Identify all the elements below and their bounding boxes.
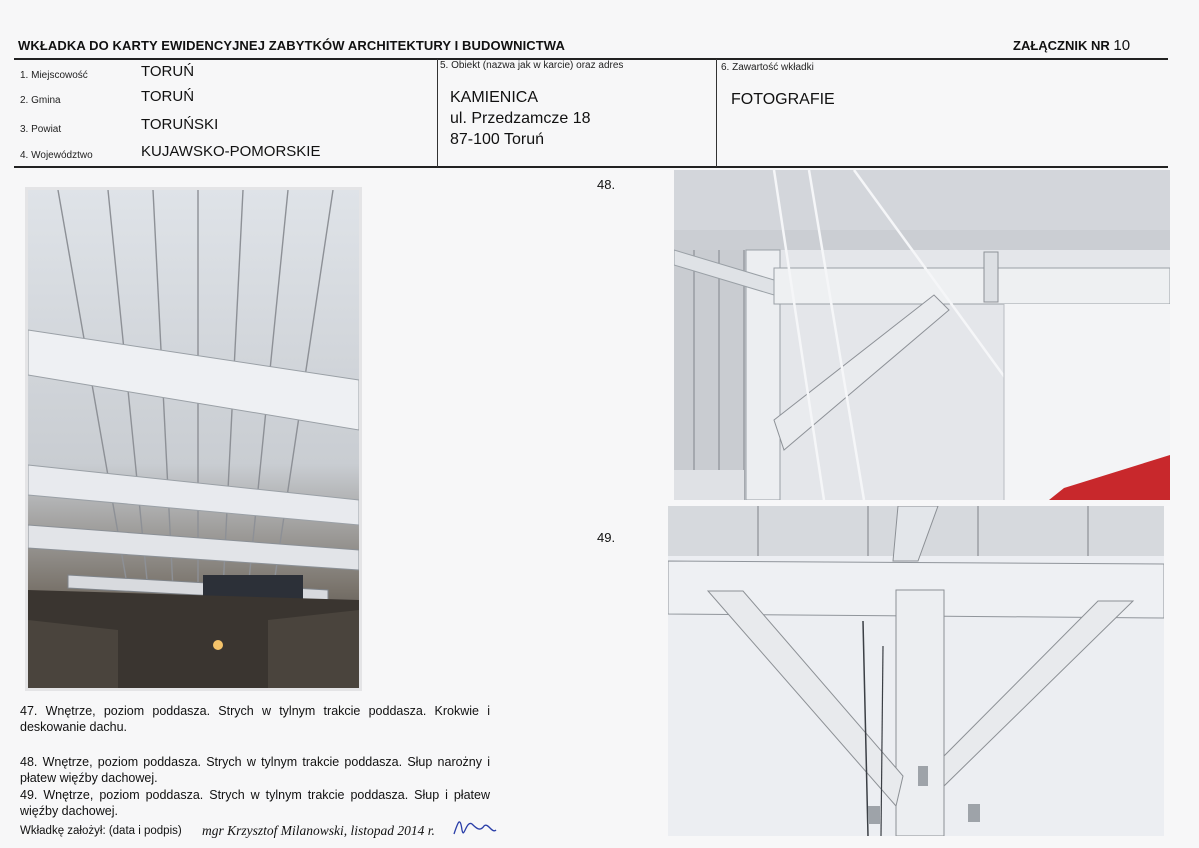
field-value-obiekt-street: ul. Przedzamcze 18: [450, 110, 591, 127]
field-value-wojewodztwo: KUJAWSKO-POMORSKIE: [141, 143, 321, 160]
column-divider-2: [716, 59, 717, 167]
caption-48: 48. Wnętrze, poziom poddasza. Strych w tylnym trakcie poddasza. Słup narożny i płatew więźby dachowej.: [20, 755, 490, 785]
photo-49-number: 49.: [597, 530, 616, 545]
photo-48-number: 48.: [597, 177, 616, 192]
caption-49: 49. Wnętrze, poziom poddasza. Strych w tylnym trakcie poddasza. Słup i płatew więźby dachowej.: [20, 788, 490, 818]
field-value-obiekt-city: 87-100 Toruń: [450, 131, 544, 148]
field-label-gmina: 2. Gmina: [20, 95, 61, 106]
field-value-gmina: TORUŃ: [141, 88, 195, 105]
photo-48-corner-post: [674, 170, 1170, 500]
author-label: Wkładkę założył: (data i podpis): [20, 825, 182, 837]
form-title: WKŁADKA DO KARTY EWIDENCYJNEJ ZABYTKÓW ARCHITEKTURY I BUDOWNICTWA: [18, 38, 565, 53]
field-value-zawartosc: FOTOGRAFIE: [731, 91, 835, 108]
caption-47: 47. Wnętrze, poziom poddasza. Strych w tylnym trakcie poddasza. Krokwie i deskowanie dachu.: [20, 704, 490, 734]
field-value-miejscowosc: TORUŃ: [141, 63, 195, 80]
photo-49-post-braces: [668, 506, 1164, 836]
annex-number: 10: [1113, 37, 1131, 54]
handwritten-signature: [450, 812, 500, 842]
column-divider-1: [437, 59, 438, 167]
field-label-zawartosc: 6. Zawartość wkładki: [721, 62, 814, 73]
field-value-obiekt-name: KAMIENICA: [450, 89, 539, 106]
field-value-powiat: TORUŃSKI: [141, 116, 219, 133]
field-label-obiekt: 5. Obiekt (nazwa jak w karcie) oraz adres: [440, 60, 624, 71]
annex-label-group: [1013, 37, 1130, 54]
field-label-powiat: 3. Powiat: [20, 124, 62, 135]
field-label-wojewodztwo: 4. Województwo: [20, 150, 93, 161]
field-label-miejscowosc: 1. Miejscowość: [20, 70, 88, 81]
author-value: mgr Krzysztof Milanowski, listopad 2014 r.: [202, 823, 435, 838]
header-bottom-rule: [14, 166, 1168, 168]
photo-47-ceiling-boards: [28, 190, 359, 688]
annex-label: ZAŁĄCZNIK NR: [1013, 38, 1110, 53]
